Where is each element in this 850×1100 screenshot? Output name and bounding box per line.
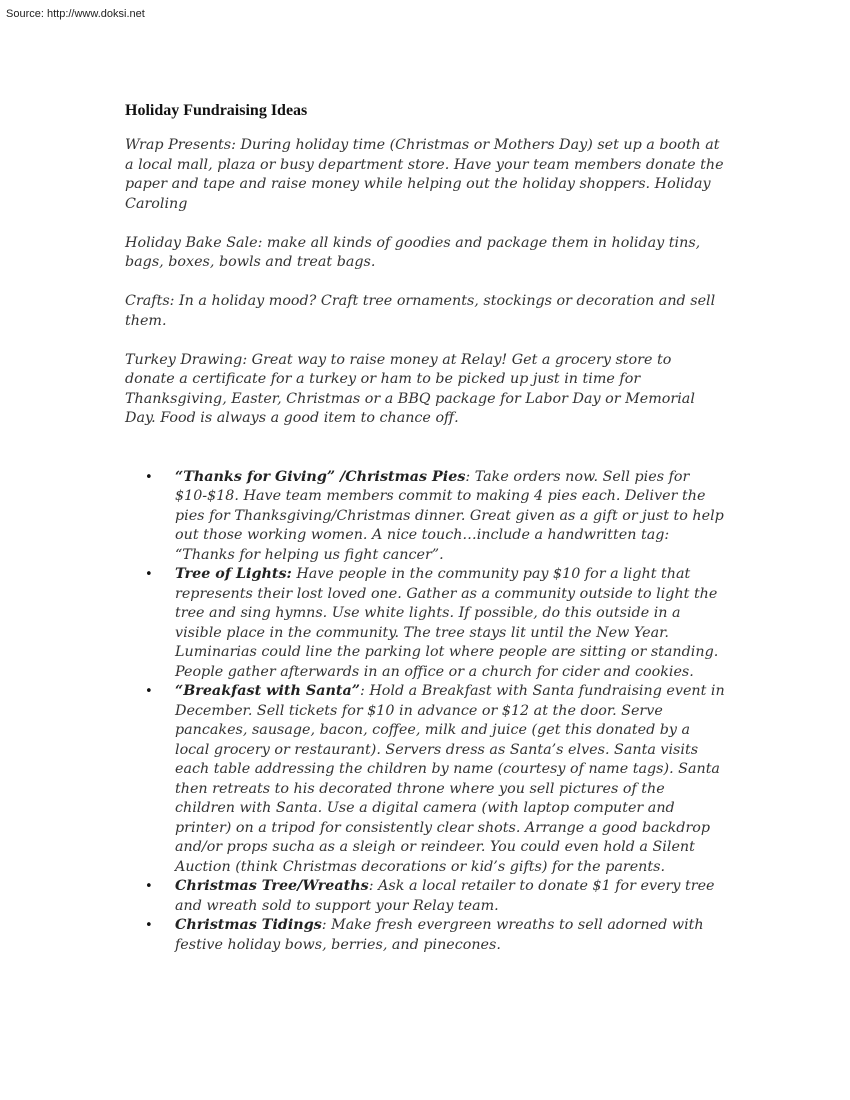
bullet-text: : Make fresh evergreen wreaths to sell adorned with festive holiday bows, berries, and pinecones. bbox=[175, 917, 704, 953]
bullet-text: : Ask a local retailer to donate $1 for every tree and wreath sold to support your Relay team. bbox=[175, 878, 715, 914]
bullet-icon: • bbox=[145, 567, 153, 582]
bullet-text: : Take orders now. Sell pies for $10-$18. Have team members commit to making 4 pies each. Deliver the pies for Thanksgiving/Christmas dinner. Great given as a gift or just to help out those working women. A nice touch…include a handwritten tag: “Thanks for helping us fight cancer”. bbox=[175, 468, 724, 563]
bullet-heading: Christmas Tree/Wreaths bbox=[175, 878, 369, 894]
bullet-heading: Tree of Lights: bbox=[175, 566, 292, 582]
list-item bbox=[125, 877, 725, 916]
bullet-text: Have people in the community pay $10 for a light that represents their lost loved one. Gather as a community outside to light the tree and sing hymns. Use white lights. If possible, do this outside in a visible place in the community. The tree stays lit until the New Year. Luminarias could line the parking lot where people are sitting or standing. People gather afterwards in an office or a church for cider and cookies. bbox=[175, 566, 719, 680]
bullet-icon: • bbox=[145, 684, 153, 699]
bullet-heading: Christmas Tidings bbox=[175, 917, 322, 933]
list-item bbox=[125, 682, 725, 877]
paragraph-wrap-presents: Wrap Presents: During holiday time (Christmas or Mothers Day) set up a booth at a local mall, plaza or busy department store. Have your team members donate the paper and tape and raise money while helping out the holiday shoppers. Holiday Caroling bbox=[125, 137, 724, 212]
source-line: Source: http://www.doksi.net bbox=[6, 8, 145, 20]
paragraph-bake-sale: Holiday Bake Sale: make all kinds of goodies and package them in holiday tins, bags, boxes, bowls and treat bags. bbox=[125, 234, 701, 270]
bullet-list bbox=[125, 468, 725, 956]
document-title: Holiday Fundraising Ideas bbox=[125, 102, 308, 119]
list-item bbox=[125, 916, 725, 955]
bullet-icon: • bbox=[145, 879, 153, 894]
bullet-icon: • bbox=[145, 469, 153, 485]
bullet-heading: “Breakfast with Santa” bbox=[175, 683, 360, 699]
paragraph-crafts: Crafts: In a holiday mood? Craft tree ornaments, stockings or decoration and sell them. bbox=[125, 293, 716, 329]
bullet-text: : Hold a Breakfast with Santa fundraising event in December. Sell tickets for $10 in advance or $12 at the door. Serve pancakes, sausage, bacon, coffee, milk and juice (get this donated by a local grocery or restaurant). Servers dress as Santa’s elves. Santa visits each table addressing the children by name (courtesy of name tags). Santa then retreats to his decorated throne where you sell pictures of the children with Santa. Use a digital camera (with laptop computer and printer) on a tripod for consistently clear shots. Arrange a good backdrop and/or props sucha as a sleigh or reindeer. You could even hold a Silent Auction (think Christmas decorations or kid’s gifts) for the parents. bbox=[175, 683, 725, 875]
list-item bbox=[125, 565, 725, 682]
list-item bbox=[125, 468, 725, 566]
bullet-icon: • bbox=[145, 918, 153, 933]
paragraph-turkey-drawing: Turkey Drawing: Great way to raise money at Relay! Get a grocery store to donate a certificate for a turkey or ham to be picked up just in time for Thanksgiving, Easter, Christmas or a BBQ package for Labor Day or Memorial Day. Food is always a good item to chance off. bbox=[125, 351, 695, 426]
document-page bbox=[125, 100, 725, 955]
bullet-heading: “Thanks for Giving” /Christmas Pies bbox=[175, 468, 466, 485]
